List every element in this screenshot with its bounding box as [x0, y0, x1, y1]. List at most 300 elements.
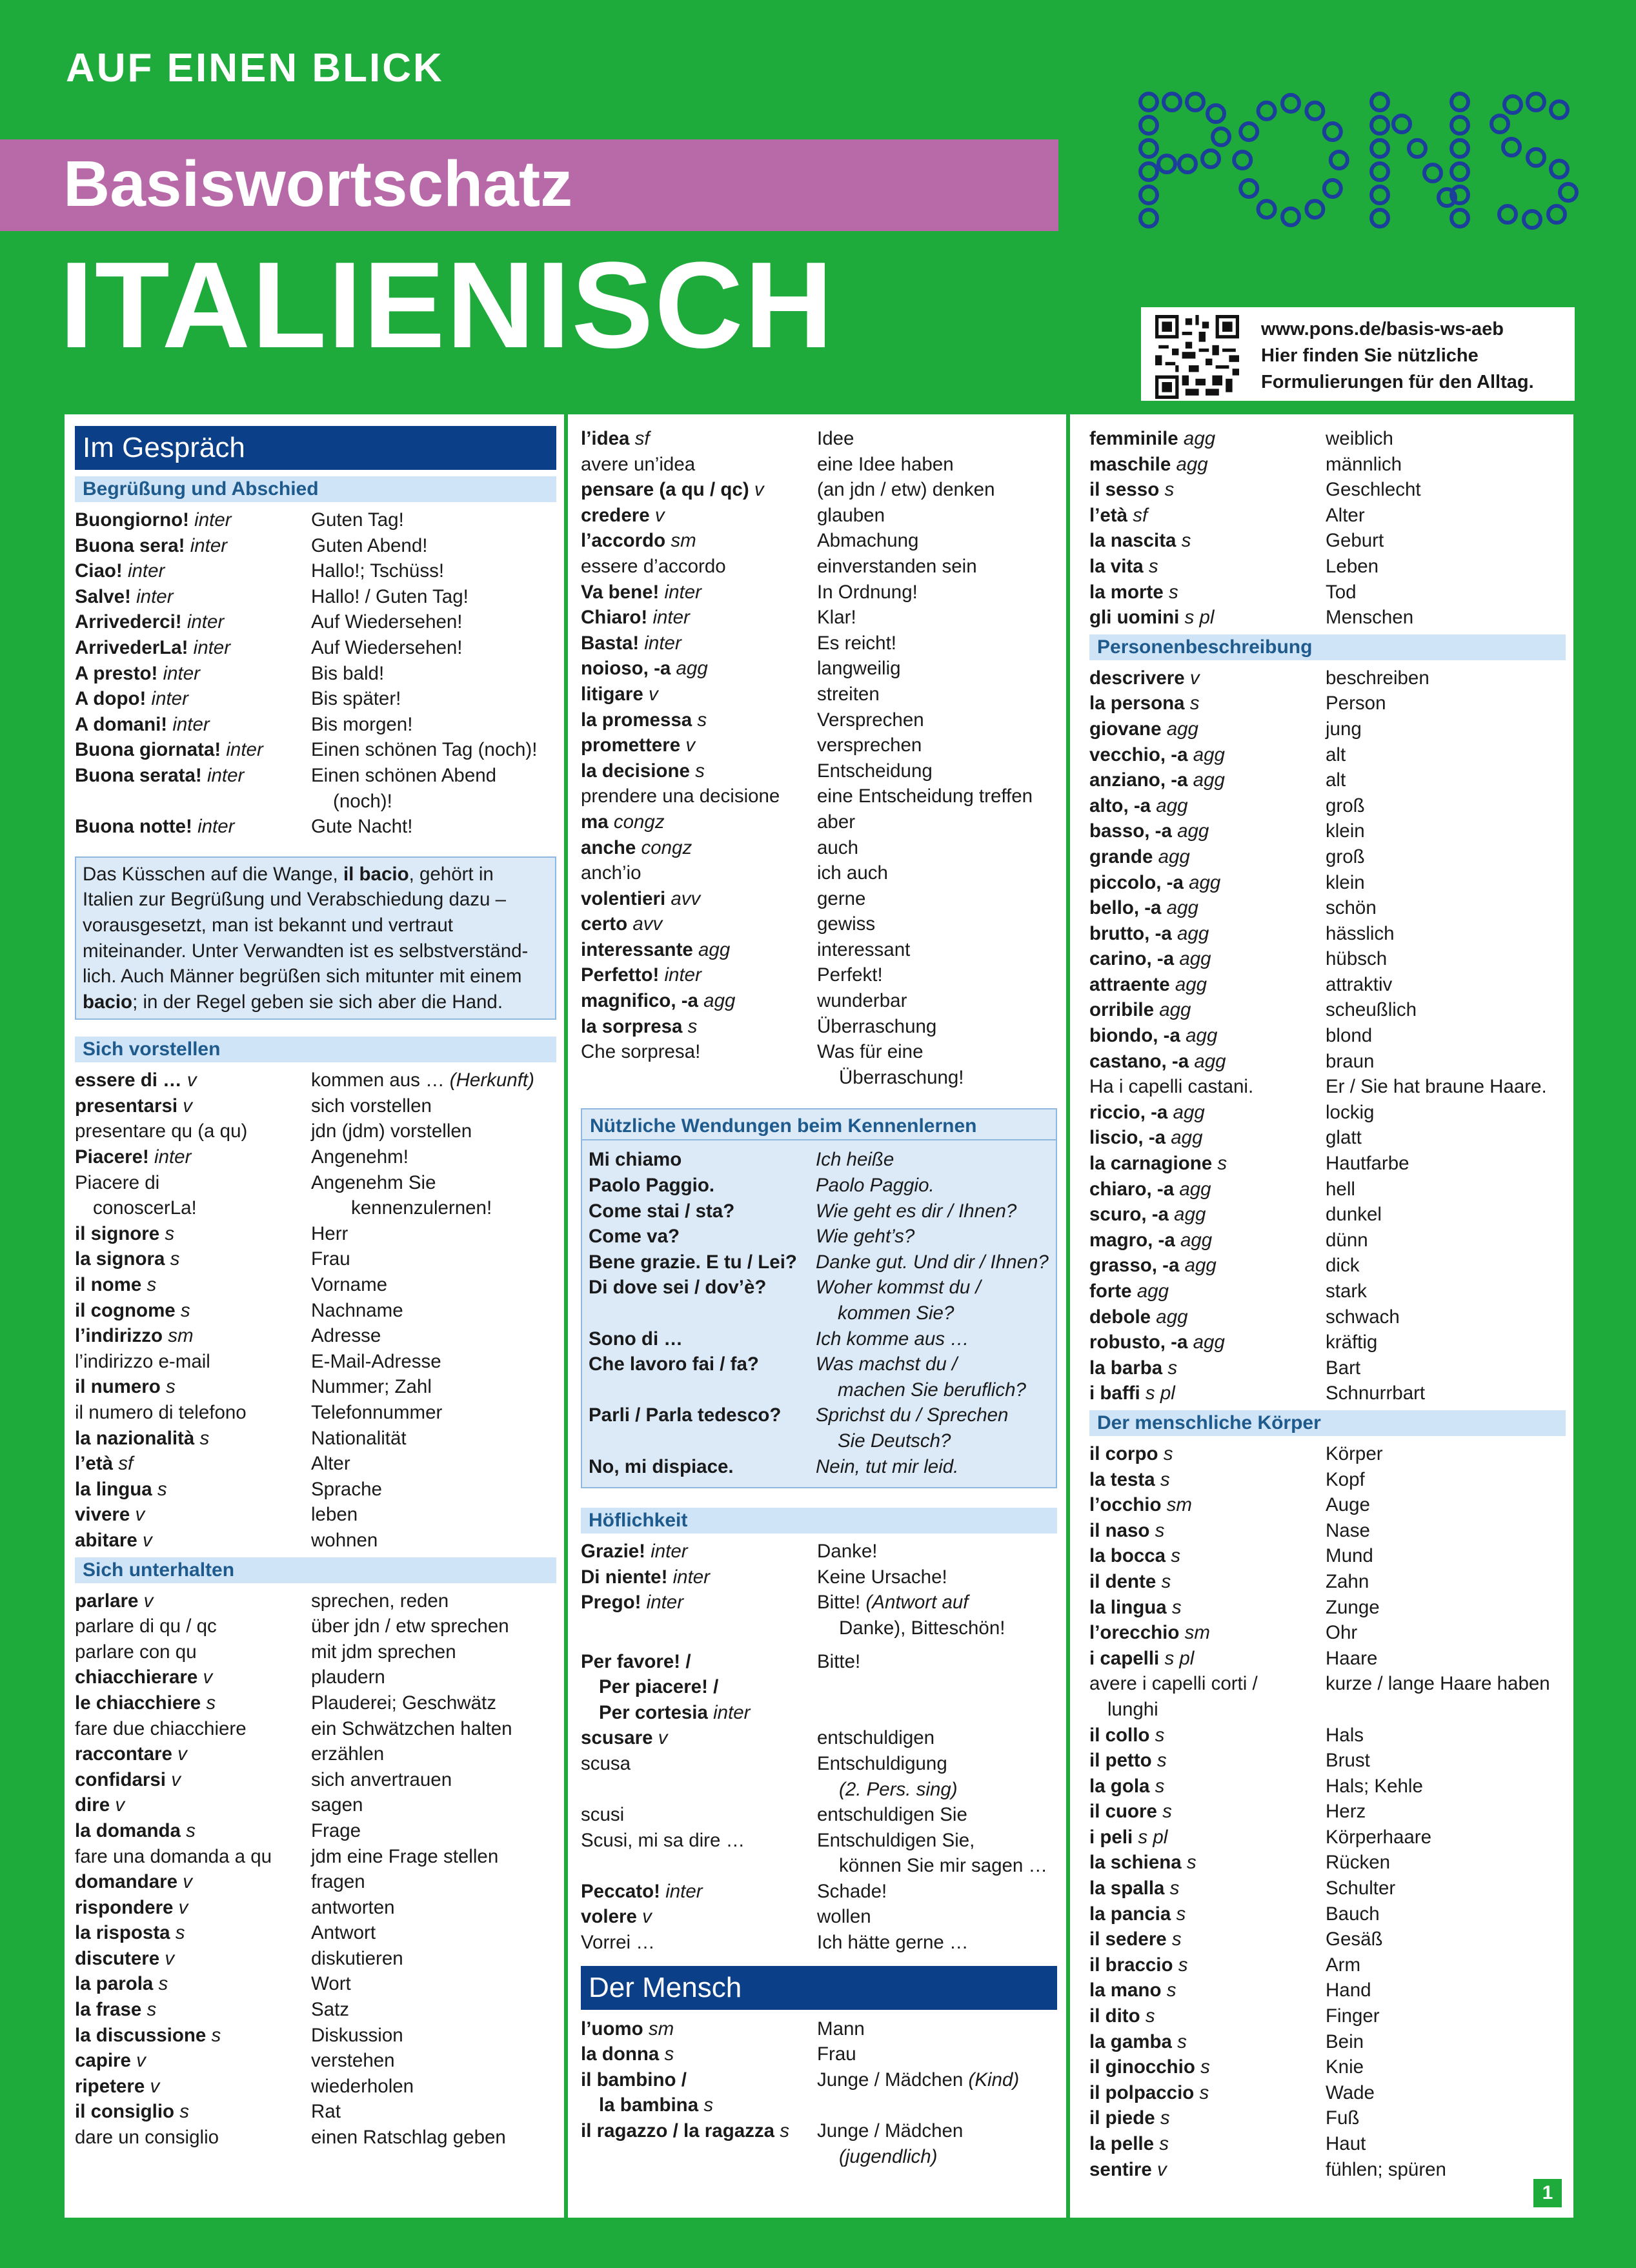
vocab-german: [1326, 1927, 1566, 1952]
vocab-row: [589, 1250, 1049, 1275]
translation: klein: [1326, 871, 1365, 893]
word: parlare: [75, 1590, 139, 1612]
vocab-german: [816, 1428, 1049, 1454]
vocab-german: [311, 1323, 556, 1349]
vocab-italian: [1089, 716, 1326, 742]
introduce-list: [75, 1068, 556, 1553]
phrases-box: [581, 1108, 1057, 1488]
page-title: ITALIENISCH: [59, 237, 834, 374]
vocab-german: [311, 1119, 556, 1144]
vocab-german: [817, 911, 1057, 937]
logo-dot: [1393, 116, 1410, 132]
logo-dot: [1409, 140, 1426, 157]
vocab-german: [817, 426, 1057, 452]
vocab-italian: [1089, 1100, 1326, 1126]
translation: Alter: [311, 1453, 350, 1475]
grammar-tag: s: [199, 1427, 210, 1449]
vocab-row: [589, 1173, 1049, 1199]
vocab-row: [1089, 870, 1566, 896]
vocab-german: [1326, 1646, 1566, 1672]
vocab-italian: [75, 1093, 311, 1119]
vocab-german: [817, 605, 1057, 631]
vocab-italian: [581, 1700, 835, 1726]
word: l’età: [1089, 504, 1128, 526]
vocab-italian: [589, 1352, 816, 1377]
word: la pelle: [1089, 2133, 1155, 2154]
vocab-row: [581, 452, 1057, 478]
vocab-italian: [75, 1818, 311, 1844]
word: rispondere: [75, 1896, 174, 1918]
phrase-italian: No, mi dispiace.: [589, 1455, 734, 1477]
vocab-german: [817, 1564, 1057, 1590]
translation: groß: [1326, 845, 1365, 867]
vocab-row: [75, 1639, 556, 1665]
translation: Bauch: [1326, 1903, 1380, 1925]
vocab-italian: [75, 763, 311, 789]
column-2: [568, 414, 1066, 2218]
grammar-tag: agg: [1179, 1178, 1211, 1200]
vocab-italian: [1089, 1518, 1326, 1544]
vocab-german: [311, 2048, 556, 2074]
vocab-italian: [1089, 1927, 1326, 1952]
vocab-german: [1326, 1901, 1566, 1927]
word: Va bene!: [581, 581, 660, 603]
vocab-italian: [581, 1674, 835, 1700]
vocab-italian: [75, 1349, 311, 1375]
vocab-german: [817, 1590, 1057, 1615]
vocab-german: [311, 686, 556, 712]
word: Chiaro!: [581, 607, 648, 629]
vocab-row: [75, 686, 556, 712]
phrase-german: Nein, tut mir leid.: [816, 1455, 959, 1477]
vocab-row: [1089, 1355, 1566, 1381]
word: ripetere: [75, 2075, 145, 2097]
vocab-italian: [1089, 1850, 1326, 1876]
vocab-row: [1089, 844, 1566, 870]
word: grande: [1089, 845, 1153, 867]
grammar-tag: s: [1148, 555, 1158, 577]
vocab-row: [581, 605, 1057, 631]
vocab-italian: [1089, 1441, 1326, 1467]
qr-info-box[interactable]: [1141, 307, 1575, 401]
vocab-row: [1089, 477, 1566, 503]
vocab-italian: [581, 1725, 817, 1751]
vocab-italian: [581, 911, 817, 937]
logo-dot: [1140, 163, 1157, 180]
vocab-german: [817, 1751, 1057, 1777]
grammar-tag: sm: [1166, 1494, 1192, 1516]
vocab-row: [1089, 921, 1566, 947]
vocab-italian: [581, 1539, 817, 1564]
logo-dot: [1234, 152, 1251, 168]
word-continued: Per piacere! /: [599, 1676, 719, 1698]
translation: glauben: [817, 504, 885, 526]
vocab-italian: [75, 1920, 311, 1946]
vocab-german: [311, 609, 556, 635]
translation-continued: kennenzulernen!: [351, 1197, 492, 1219]
translation: Ohr: [1326, 1622, 1358, 1644]
grammar-tag: s: [179, 2101, 190, 2123]
vocab-italian: [581, 1564, 817, 1590]
subsection-description: Personenbeschreibung: [1089, 634, 1566, 660]
vocab-row: [581, 962, 1057, 988]
vocab-italian: [1089, 1492, 1326, 1518]
logo-dot: [1187, 94, 1204, 110]
vocab-italian: [1089, 1620, 1326, 1646]
logo-dot: [1551, 101, 1568, 118]
vocab-row: [1089, 528, 1566, 554]
vocab-german: [311, 814, 556, 840]
vocab-row: [1089, 2054, 1566, 2080]
section-heading-person: Der Mensch: [581, 1966, 1057, 2010]
translation: Auge: [1326, 1494, 1370, 1516]
vocab-german: [817, 1065, 1057, 1091]
vocab-italian: [1089, 2131, 1326, 2157]
logo-dot: [1451, 94, 1468, 110]
word: forte: [1089, 1281, 1132, 1302]
vocab-italian: [589, 1428, 816, 1454]
grammar-tag: v: [171, 1768, 181, 1790]
vocab-german: [817, 784, 1057, 809]
grammar-tag: s pl: [1184, 607, 1215, 629]
logo-dot: [1240, 180, 1257, 197]
word: confidarsi: [75, 1768, 166, 1790]
word: la vita: [1089, 555, 1144, 577]
grammar-tag: agg: [1156, 795, 1188, 816]
word: scusare: [581, 1727, 653, 1749]
translation: Perfekt!: [817, 964, 883, 986]
vocab-german: [835, 1674, 1057, 1700]
vocab-german: [1326, 1723, 1566, 1748]
translation: Brust: [1326, 1750, 1370, 1772]
vocab-italian: [1089, 997, 1326, 1023]
vocab-row: [581, 2016, 1057, 2042]
word: interessante: [581, 938, 693, 960]
translation: Herr: [311, 1222, 348, 1244]
vocab-italian: [589, 1275, 816, 1301]
vocab-italian: [581, 1853, 817, 1879]
logo-dot: [1213, 128, 1229, 145]
vocab-italian: [589, 1224, 816, 1250]
vocab-german: [311, 1374, 556, 1400]
vocab-german: [816, 1250, 1049, 1275]
vocab-italian: [75, 1690, 311, 1716]
grammar-tag: s: [1163, 1443, 1173, 1464]
vocab-italian: [581, 937, 817, 963]
vocab-german: [1326, 1569, 1566, 1595]
vocab-german: [1326, 665, 1566, 691]
vocab-german: [816, 1275, 1049, 1301]
logo-dot: [1140, 187, 1157, 203]
vocab-german: [1326, 1355, 1566, 1381]
vocab-german: [817, 1014, 1057, 1040]
vocab-italian: [581, 1039, 817, 1065]
vocab-row: [75, 1246, 556, 1272]
grammar-tag: inter: [664, 964, 702, 986]
phrase: avere un’idea: [581, 453, 696, 475]
phrase-german: Paolo Paggio.: [816, 1175, 934, 1197]
vocab-row: [1089, 1774, 1566, 1799]
word: la sorpresa: [581, 1015, 683, 1037]
vocab-italian: [1089, 2029, 1326, 2055]
translation: ich auch: [817, 862, 888, 884]
vocab-row: [1089, 972, 1566, 998]
grammar-tag: avv: [671, 887, 701, 909]
phrase-german: Sie Deutsch?: [838, 1430, 951, 1452]
vocab-row: [75, 1767, 556, 1793]
word: domandare: [75, 1871, 178, 1893]
word: essere di …: [75, 1069, 182, 1091]
logo-dot: [1451, 163, 1468, 180]
translation: erzählen: [311, 1743, 385, 1765]
vocab-german: [1326, 554, 1566, 580]
vocab-row: [75, 1502, 556, 1528]
vocab-german: [1326, 921, 1566, 947]
grammar-tag: s: [1171, 1545, 1181, 1567]
translation: Nummer; Zahl: [311, 1376, 432, 1398]
logo-dot: [1324, 123, 1341, 140]
vocab-italian: [1089, 1799, 1326, 1825]
vocab-row: [75, 1741, 556, 1767]
phrase: fare due chiacchiere: [75, 1717, 247, 1739]
translation: Hallo!; Tschüss!: [311, 560, 445, 582]
word: la schiena: [1089, 1852, 1182, 1874]
vocab-italian: [1089, 605, 1326, 631]
vocab-row: [75, 1093, 556, 1119]
translation: Plauderei; Geschwätz: [311, 1692, 496, 1714]
vocab-german: [311, 737, 556, 763]
vocab-german: [835, 1700, 1057, 1726]
translation: Hand: [1326, 1979, 1371, 2001]
logo-dot: [1503, 139, 1520, 156]
vocab-row: [75, 1844, 556, 1870]
translation: wunderbar: [817, 990, 907, 1012]
grammar-tag: s: [1145, 2005, 1155, 2027]
vocab-row: [1089, 2029, 1566, 2055]
subsection-phrases: Nützliche Wendungen beim Kennenlernen: [582, 1113, 1056, 1140]
translation-note: (jugendlich): [839, 2145, 938, 2167]
vocab-italian: [1089, 1330, 1326, 1355]
vocab-italian: [581, 656, 817, 682]
translation: Hals; Kehle: [1326, 1775, 1423, 1797]
vocab-italian: [581, 784, 817, 809]
translation: Bis bald!: [311, 662, 385, 684]
translation: Vorname: [311, 1274, 388, 1296]
word: la morte: [1089, 581, 1164, 603]
vocab-german: [816, 1173, 1049, 1199]
grammar-tag: s: [175, 1922, 185, 1944]
logo-dot: [1306, 103, 1323, 119]
translation: Klar!: [817, 607, 856, 629]
vocab-row: [75, 2125, 556, 2151]
word: capire: [75, 2050, 131, 2072]
grammar-tag: v: [177, 1743, 187, 1765]
grammar-tag: agg: [1193, 1331, 1225, 1353]
phrase-german: Danke gut. Und dir / Ihnen?: [816, 1251, 1049, 1273]
translation-note: (2. Pers. sing): [839, 1778, 958, 1800]
logo-dot: [1560, 184, 1577, 201]
vocab-german: [1326, 1671, 1566, 1697]
translation: Hallo! / Guten Tag!: [311, 585, 469, 607]
grammar-tag: inter: [207, 764, 245, 786]
word: il cuore: [1089, 1801, 1157, 1823]
vocab-row: [581, 835, 1057, 861]
grammar-tag: agg: [1136, 1281, 1169, 1302]
translation: Was für eine: [817, 1041, 924, 1063]
vocab-row: [581, 1564, 1057, 1590]
translation: Arm: [1326, 1954, 1361, 1976]
grammar-tag: s: [1162, 1801, 1172, 1823]
phrase-german: Sprichst du / Sprechen: [816, 1404, 1009, 1426]
person-list: [581, 2016, 1057, 2170]
word: noioso, -a: [581, 658, 671, 680]
vocab-row: [75, 737, 556, 763]
vocab-italian: [75, 1195, 329, 1221]
word: il dente: [1089, 1570, 1156, 1592]
phrase-german: Ich heiße: [816, 1149, 894, 1171]
vocab-italian: [1089, 528, 1326, 554]
translation: antworten: [311, 1896, 395, 1918]
vocab-row: [581, 860, 1057, 886]
vocab-italian: [581, 1879, 817, 1905]
logo-dot: [1207, 105, 1224, 122]
vocab-row: [581, 1014, 1057, 1040]
translation: Schade!: [817, 1880, 887, 1902]
vocab-german: [1326, 1023, 1566, 1049]
vocab-italian: [581, 682, 817, 707]
logo-dot: [1371, 210, 1388, 227]
translation: (noch)!: [333, 790, 392, 812]
word: il numero: [75, 1376, 161, 1398]
vocab-row: [1089, 1825, 1566, 1850]
vocab-row: [1089, 1850, 1566, 1876]
translation: Überraschung: [817, 1015, 937, 1037]
grammar-tag: inter: [651, 1541, 688, 1563]
word: gli uomini: [1089, 607, 1180, 629]
vocab-italian: [581, 1777, 817, 1803]
vocab-row: [75, 635, 556, 661]
qr-code-icon[interactable]: [1155, 315, 1239, 399]
vocab-row: [75, 1920, 556, 1946]
vocab-german: [1326, 2029, 1566, 2055]
vocab-german: [1326, 1774, 1566, 1799]
vocab-row: [1089, 1049, 1566, 1075]
translation: plaudern: [311, 1666, 385, 1688]
word: Salve!: [75, 585, 131, 607]
word: femminile: [1089, 428, 1178, 449]
vocab-german: [1326, 1620, 1566, 1646]
vocab-italian: [1089, 1671, 1326, 1697]
vocab-german: [1326, 1441, 1566, 1467]
vocab-row: [581, 2144, 1057, 2170]
spacer: [581, 1641, 1057, 1649]
vocab-german: [1326, 1177, 1566, 1202]
grammar-tag: s pl: [1145, 1382, 1175, 1404]
vocab-italian: [581, 758, 817, 784]
vocab-row: [1089, 1543, 1566, 1569]
vocab-italian: [1089, 1697, 1344, 1723]
qr-url[interactable]: www.pons.de/basis-ws-aeb: [1261, 319, 1504, 339]
vocab-german: [311, 1895, 556, 1921]
word: credere: [581, 504, 650, 526]
vocab-row: [1089, 1620, 1566, 1646]
word: i baffi: [1089, 1382, 1140, 1404]
vocab-row: [1089, 767, 1566, 793]
word: il sesso: [1089, 479, 1160, 501]
word: liscio, -a: [1089, 1127, 1166, 1149]
phrase: il numero di telefono: [75, 1402, 247, 1423]
grammar-tag: s: [1167, 1357, 1178, 1379]
grammar-tag: agg: [1184, 1255, 1217, 1277]
grammar-tag: s: [703, 2094, 714, 2116]
vocab-row: [581, 1828, 1057, 1854]
translation: gerne: [817, 887, 866, 909]
grammar-tag: agg: [1173, 1101, 1205, 1123]
translation: Wade: [1326, 2081, 1375, 2103]
word: bello, -a: [1089, 897, 1162, 919]
vocab-row: [581, 2092, 1057, 2118]
word: Perfetto!: [581, 964, 660, 986]
vocab-row: [581, 1853, 1057, 1879]
vocab-german: [816, 1377, 1049, 1403]
vocab-italian: [1089, 554, 1326, 580]
phrase: presentare qu (a qu): [75, 1120, 248, 1142]
vocab-german: [1326, 1518, 1566, 1544]
translation: Bis später!: [311, 688, 401, 710]
translation: Er / Sie hat braune Haare.: [1326, 1076, 1547, 1098]
vocab-german: [817, 528, 1057, 554]
translation: fühlen; spüren: [1326, 2158, 1446, 2180]
vocab-italian: [75, 1119, 311, 1144]
vocab-italian: [75, 1400, 311, 1426]
vocab-german: [817, 2016, 1057, 2042]
vocab-italian: [75, 1971, 311, 1997]
word: abitare: [75, 1529, 137, 1551]
vocab-german: [817, 682, 1057, 707]
vocab-italian: [1089, 1355, 1326, 1381]
translation: Kopf: [1326, 1468, 1365, 1490]
word: A dopo!: [75, 688, 146, 710]
vocab-row: [589, 1224, 1049, 1250]
vocab-row: [75, 1195, 556, 1221]
word: Piacere!: [75, 1146, 149, 1168]
vocab-row: [75, 1665, 556, 1690]
vocab-italian: [1089, 895, 1326, 921]
grammar-tag: agg: [1186, 1025, 1218, 1047]
translation: dick: [1326, 1255, 1360, 1277]
translation: Hautfarbe: [1326, 1153, 1409, 1175]
vocab-italian: [1089, 1381, 1326, 1406]
grammar-tag: inter: [151, 688, 188, 710]
vocab-row: [75, 1170, 556, 1196]
phrase-continued: lunghi: [1107, 1698, 1158, 1720]
vocab-german: [311, 1246, 556, 1272]
grammar-tag: inter: [713, 1701, 751, 1723]
vocab-row: [75, 712, 556, 738]
vocab-row: [581, 1725, 1057, 1751]
translation: mit jdm sprechen: [311, 1641, 456, 1663]
vocab-row: [1089, 605, 1566, 631]
grammar-tag: v: [178, 1896, 188, 1918]
vocab-italian: [75, 2048, 311, 2074]
vocab-row: [75, 1716, 556, 1742]
word: magnifico, -a: [581, 990, 698, 1012]
logo-dot: [1282, 95, 1299, 112]
vocab-row: [1089, 1023, 1566, 1049]
word: il ginocchio: [1089, 2056, 1195, 2078]
word: presentarsi: [75, 1095, 178, 1117]
logo-dot: [1451, 210, 1468, 227]
